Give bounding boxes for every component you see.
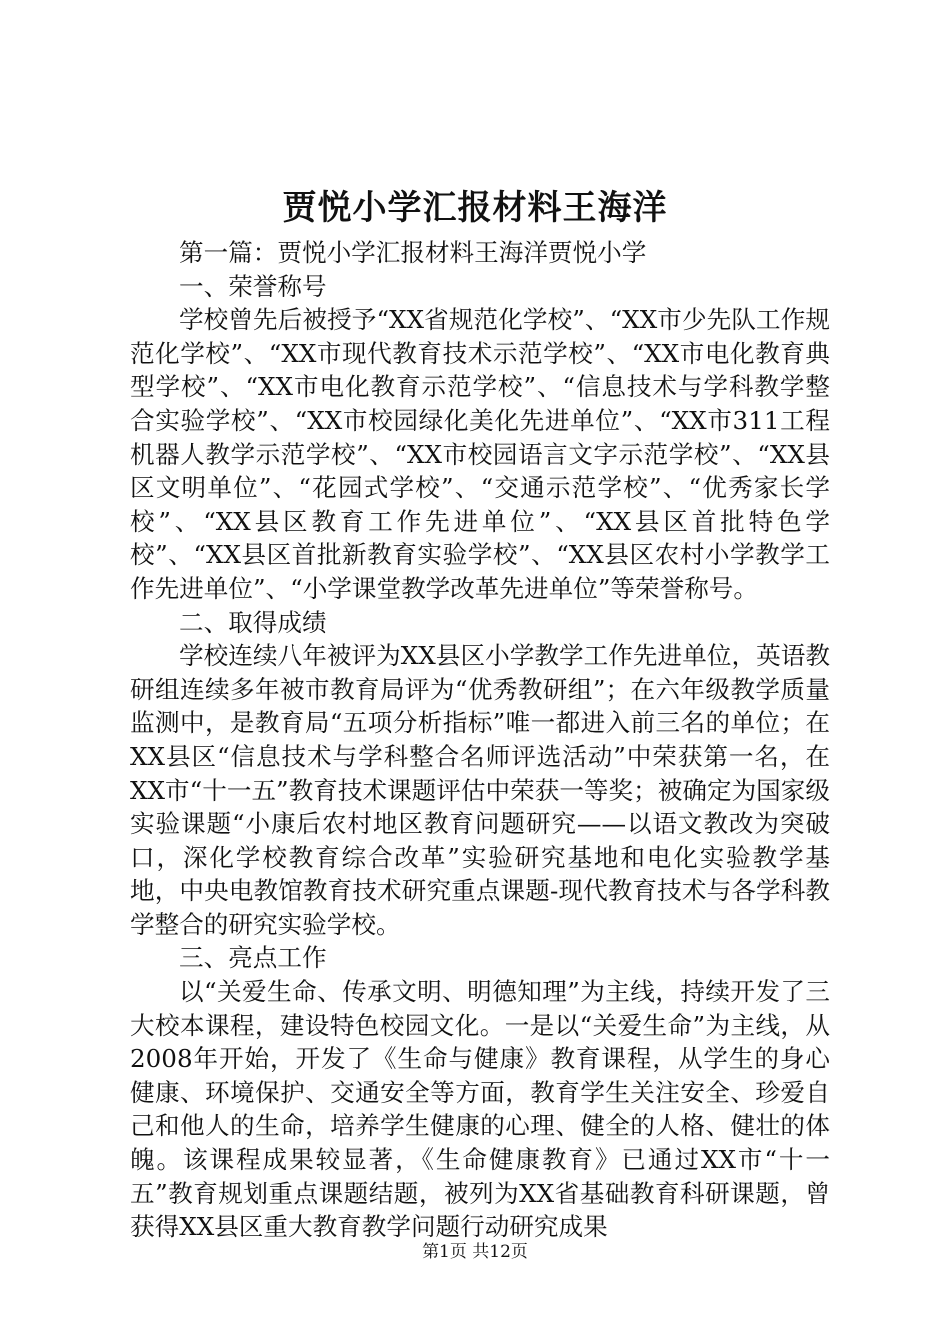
document-body <box>130 236 830 1244</box>
section-heading-achievements: 二、取得成绩 <box>179 607 327 637</box>
document-title: 贾悦小学汇报材料王海洋 <box>282 188 668 228</box>
subtitle: 第一篇：贾悦小学汇报材料王海洋贾悦小学 <box>179 238 647 267</box>
page-footer: 第1页 共12页 <box>422 1242 528 1262</box>
section-paragraph-highlights: 以“关爱生命、传承文明、明德知理”为主线，持续开发了三大校本课程，建设特色校园文化。一是以“关爱生命”为主线，从2008年开始，开发了《生命与健康》教育课程，从学生的身心健康、环境保护、交通安全等方面，教育学生关注安全、珍爱自己和他人的生命，培养学生健康的心理、健全的人格、健壮的体魄。该课程成果较显著，《生命健康教育》已通过XX市“十一五”教育规划重点课题结题，被列为XX省基础教育科研课题，曾获得XX县区重大教育教学问题行动研究成果 <box>130 977 830 1242</box>
section-paragraph-achievements: 学校连续八年被评为XX县区小学教学工作先进单位，英语教研组连续多年被市教育局评为“优秀教研组”；在六年级教学质量监测中，是教育局“五项分析指标”唯一都进入前三名的单位；在XX县区“信息技术与学科整合名师评选活动”中荣获第一名，在XX市“十一五”教育技术课题评估中荣获一等奖；被确定为国家级实验课题“小康后农村地区教育问题研究——以语文教改为突破口，深化学校教育综合改革”实验研究基地和电化实验教学基地，中央电教馆教育技术研究重点课题-现代教育技术与各学科教学整合的研究实验学校。 <box>130 641 830 939</box>
section-heading-highlights: 三、亮点工作 <box>179 943 327 973</box>
section-heading-honors: 一、荣誉称号 <box>179 271 327 301</box>
section-paragraph-honors: 学校曾先后被授予“XX省规范化学校”、“XX市少先队工作规范化学校”、“XX市现代教育技术示范学校”、“XX市电化教育典型学校”、“XX市电化教育示范学校”、“信息技术与学科教学整合实验学校”、“XX市校园绿化美化先进单位”、“XX市311工程机器人教学示范学校”、“XX市校园语言文字示范学校”、“XX县区文明单位”、“花园式学校”、“交通示范学校”、“优秀家长学校”、“XX县区教育工作先进单位”、“XX县区首批特色学校”、“XX县区首批新教育实验学校”、“XX县区农村小学教学工作先进单位”、“小学课堂教学改革先进单位”等荣誉称号。 <box>130 305 830 603</box>
